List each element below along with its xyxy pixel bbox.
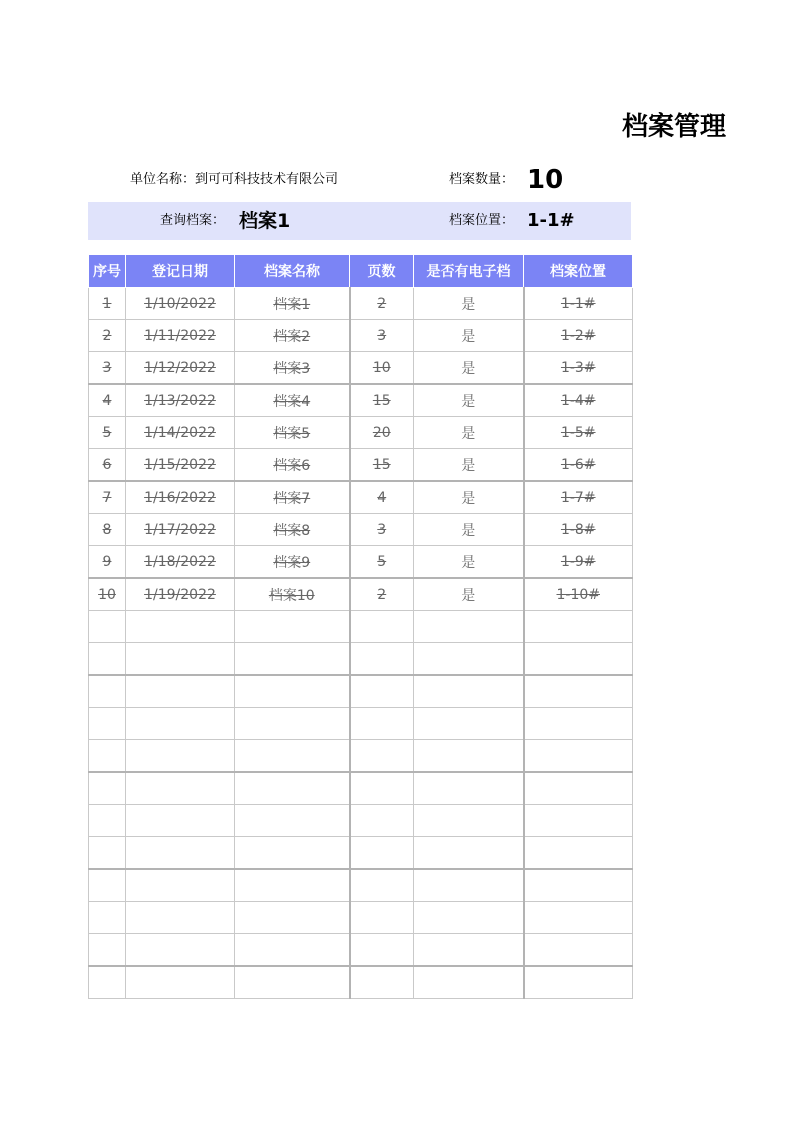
- cell-name[interactable]: 档案10: [235, 578, 350, 611]
- header-name: 档案名称: [235, 255, 350, 288]
- archive-table: [88, 254, 633, 999]
- empty-table-row[interactable]: [89, 902, 633, 934]
- cell-index[interactable]: 8: [89, 514, 126, 546]
- query-input[interactable]: 档案1: [239, 210, 291, 232]
- cell-location[interactable]: [524, 805, 633, 837]
- cell-index[interactable]: 10: [89, 578, 126, 611]
- header-pages: 页数: [350, 255, 414, 288]
- archive-table-body: [89, 288, 633, 999]
- cell-electronic[interactable]: 是: [414, 288, 524, 320]
- cell-date[interactable]: [126, 902, 235, 934]
- cell-electronic[interactable]: 是: [414, 514, 524, 546]
- query-label: 查询档案：: [160, 213, 226, 228]
- cell-pages[interactable]: 5: [350, 546, 414, 579]
- cell-location[interactable]: [524, 643, 633, 676]
- cell-pages[interactable]: [350, 934, 414, 967]
- empty-table-row[interactable]: [89, 869, 633, 902]
- cell-date[interactable]: 1/16/2022: [126, 481, 235, 514]
- cell-index[interactable]: [89, 966, 126, 999]
- unit-label: 单位名称：: [130, 172, 196, 187]
- info-row-query: [88, 202, 631, 240]
- header-location: 档案位置: [524, 255, 633, 288]
- cell-index[interactable]: 2: [89, 320, 126, 352]
- empty-table-row[interactable]: [89, 772, 633, 805]
- cell-electronic[interactable]: [414, 902, 524, 934]
- cell-index[interactable]: 5: [89, 417, 126, 449]
- cell-pages[interactable]: 3: [350, 320, 414, 352]
- empty-table-row[interactable]: [89, 934, 633, 967]
- cell-electronic[interactable]: 是: [414, 320, 524, 352]
- cell-electronic[interactable]: 是: [414, 352, 524, 385]
- cell-date[interactable]: [126, 708, 235, 740]
- cell-index[interactable]: [89, 708, 126, 740]
- cell-date[interactable]: 1/14/2022: [126, 417, 235, 449]
- cell-index[interactable]: [89, 934, 126, 967]
- cell-index[interactable]: 7: [89, 481, 126, 514]
- cell-index[interactable]: [89, 675, 126, 708]
- cell-date[interactable]: 1/12/2022: [126, 352, 235, 385]
- cell-name[interactable]: [235, 805, 350, 837]
- empty-table-row[interactable]: [89, 643, 633, 676]
- cell-pages[interactable]: [350, 740, 414, 773]
- table-row[interactable]: [89, 481, 633, 514]
- cell-pages[interactable]: 2: [350, 288, 414, 320]
- cell-pages[interactable]: [350, 869, 414, 902]
- cell-pages[interactable]: [350, 675, 414, 708]
- cell-pages[interactable]: [350, 772, 414, 805]
- cell-date[interactable]: [126, 869, 235, 902]
- table-row[interactable]: [89, 320, 633, 352]
- cell-electronic[interactable]: [414, 966, 524, 999]
- cell-location[interactable]: 1-10#: [524, 578, 633, 611]
- cell-pages[interactable]: 4: [350, 481, 414, 514]
- cell-date[interactable]: 1/15/2022: [126, 449, 235, 482]
- cell-pages[interactable]: [350, 902, 414, 934]
- unit-name-field: [130, 161, 338, 199]
- cell-electronic[interactable]: 是: [414, 449, 524, 482]
- cell-electronic[interactable]: [414, 708, 524, 740]
- cell-date[interactable]: [126, 611, 235, 643]
- empty-table-row[interactable]: [89, 837, 633, 870]
- cell-location[interactable]: [524, 772, 633, 805]
- header-index: 序号: [89, 255, 126, 288]
- cell-index[interactable]: [89, 611, 126, 643]
- table-row[interactable]: [89, 288, 633, 320]
- cell-name[interactable]: [235, 837, 350, 870]
- cell-pages[interactable]: 15: [350, 384, 414, 417]
- table-row[interactable]: [89, 578, 633, 611]
- cell-electronic[interactable]: [414, 740, 524, 773]
- cell-name[interactable]: [235, 902, 350, 934]
- cell-electronic[interactable]: 是: [414, 578, 524, 611]
- cell-pages[interactable]: 3: [350, 514, 414, 546]
- cell-pages[interactable]: [350, 966, 414, 999]
- header-date: 登记日期: [126, 255, 235, 288]
- cell-location[interactable]: 1-7#: [524, 481, 633, 514]
- cell-location[interactable]: [524, 708, 633, 740]
- cell-electronic[interactable]: 是: [414, 546, 524, 579]
- cell-index[interactable]: 4: [89, 384, 126, 417]
- table-row[interactable]: [89, 546, 633, 579]
- cell-location[interactable]: [524, 675, 633, 708]
- cell-location[interactable]: [524, 902, 633, 934]
- empty-table-row[interactable]: [89, 740, 633, 773]
- cell-name[interactable]: [235, 643, 350, 676]
- cell-name[interactable]: 档案1: [235, 288, 350, 320]
- cell-name[interactable]: [235, 772, 350, 805]
- cell-pages[interactable]: 15: [350, 449, 414, 482]
- cell-name[interactable]: 档案5: [235, 417, 350, 449]
- cell-name[interactable]: [235, 966, 350, 999]
- empty-table-row[interactable]: [89, 966, 633, 999]
- cell-location[interactable]: 1-2#: [524, 320, 633, 352]
- cell-date[interactable]: [126, 966, 235, 999]
- location-label: 档案位置：: [449, 213, 515, 228]
- cell-electronic[interactable]: [414, 805, 524, 837]
- cell-name[interactable]: 档案8: [235, 514, 350, 546]
- page-title: 档案管理: [622, 112, 727, 142]
- cell-electronic[interactable]: [414, 611, 524, 643]
- info-row-unit: [88, 161, 631, 199]
- cell-index[interactable]: [89, 643, 126, 676]
- cell-pages[interactable]: 20: [350, 417, 414, 449]
- cell-pages[interactable]: [350, 643, 414, 676]
- cell-date[interactable]: [126, 934, 235, 967]
- cell-name[interactable]: 档案2: [235, 320, 350, 352]
- cell-location[interactable]: [524, 740, 633, 773]
- empty-table-row[interactable]: [89, 675, 633, 708]
- cell-electronic[interactable]: 是: [414, 417, 524, 449]
- cell-location[interactable]: [524, 966, 633, 999]
- cell-date[interactable]: 1/10/2022: [126, 288, 235, 320]
- cell-electronic[interactable]: [414, 675, 524, 708]
- cell-location[interactable]: [524, 611, 633, 643]
- cell-name[interactable]: 档案9: [235, 546, 350, 579]
- cell-electronic[interactable]: [414, 869, 524, 902]
- cell-index[interactable]: [89, 902, 126, 934]
- cell-location[interactable]: 1-6#: [524, 449, 633, 482]
- table-row[interactable]: [89, 384, 633, 417]
- cell-pages[interactable]: [350, 708, 414, 740]
- archive-count-label: 档案数量：: [449, 172, 515, 187]
- cell-name[interactable]: [235, 675, 350, 708]
- empty-table-row[interactable]: [89, 708, 633, 740]
- location-value: 1-1#: [527, 210, 575, 231]
- cell-index[interactable]: 9: [89, 546, 126, 579]
- cell-index[interactable]: [89, 837, 126, 870]
- cell-name[interactable]: 档案6: [235, 449, 350, 482]
- cell-location[interactable]: 1-8#: [524, 514, 633, 546]
- cell-date[interactable]: 1/17/2022: [126, 514, 235, 546]
- empty-table-row[interactable]: [89, 611, 633, 643]
- cell-electronic[interactable]: 是: [414, 384, 524, 417]
- table-row[interactable]: [89, 449, 633, 482]
- cell-pages[interactable]: [350, 805, 414, 837]
- cell-index[interactable]: [89, 772, 126, 805]
- cell-location[interactable]: 1-3#: [524, 352, 633, 385]
- cell-location[interactable]: [524, 837, 633, 870]
- cell-date[interactable]: [126, 837, 235, 870]
- table-row[interactable]: [89, 514, 633, 546]
- table-row[interactable]: [89, 352, 633, 385]
- cell-date[interactable]: [126, 772, 235, 805]
- cell-index[interactable]: 3: [89, 352, 126, 385]
- unit-name: 到可可科技技术有限公司: [195, 172, 339, 187]
- cell-location[interactable]: 1-5#: [524, 417, 633, 449]
- cell-name[interactable]: [235, 869, 350, 902]
- cell-electronic[interactable]: [414, 772, 524, 805]
- cell-index[interactable]: [89, 869, 126, 902]
- cell-name[interactable]: [235, 740, 350, 773]
- cell-pages[interactable]: 10: [350, 352, 414, 385]
- cell-index[interactable]: [89, 805, 126, 837]
- cell-location[interactable]: [524, 934, 633, 967]
- cell-name[interactable]: [235, 934, 350, 967]
- cell-name[interactable]: 档案3: [235, 352, 350, 385]
- cell-index[interactable]: 1: [89, 288, 126, 320]
- cell-electronic[interactable]: [414, 934, 524, 967]
- archive-count-value: 10: [527, 165, 564, 195]
- cell-electronic[interactable]: [414, 643, 524, 676]
- cell-location[interactable]: [524, 869, 633, 902]
- cell-date[interactable]: [126, 643, 235, 676]
- cell-date[interactable]: 1/19/2022: [126, 578, 235, 611]
- cell-index[interactable]: [89, 740, 126, 773]
- cell-location[interactable]: 1-1#: [524, 288, 633, 320]
- cell-name[interactable]: 档案7: [235, 481, 350, 514]
- cell-date[interactable]: [126, 805, 235, 837]
- cell-location[interactable]: 1-4#: [524, 384, 633, 417]
- cell-date[interactable]: 1/13/2022: [126, 384, 235, 417]
- cell-date[interactable]: 1/18/2022: [126, 546, 235, 579]
- cell-date[interactable]: [126, 740, 235, 773]
- empty-table-row[interactable]: [89, 805, 633, 837]
- cell-index[interactable]: 6: [89, 449, 126, 482]
- cell-name[interactable]: [235, 708, 350, 740]
- cell-date[interactable]: 1/11/2022: [126, 320, 235, 352]
- cell-pages[interactable]: 2: [350, 578, 414, 611]
- cell-pages[interactable]: [350, 611, 414, 643]
- header-electronic: 是否有电子档: [414, 255, 524, 288]
- table-header-row: [89, 255, 633, 288]
- cell-date[interactable]: [126, 675, 235, 708]
- cell-name[interactable]: 档案4: [235, 384, 350, 417]
- table-row[interactable]: [89, 417, 633, 449]
- cell-location[interactable]: 1-9#: [524, 546, 633, 579]
- cell-electronic[interactable]: [414, 837, 524, 870]
- cell-name[interactable]: [235, 611, 350, 643]
- cell-pages[interactable]: [350, 837, 414, 870]
- cell-electronic[interactable]: 是: [414, 481, 524, 514]
